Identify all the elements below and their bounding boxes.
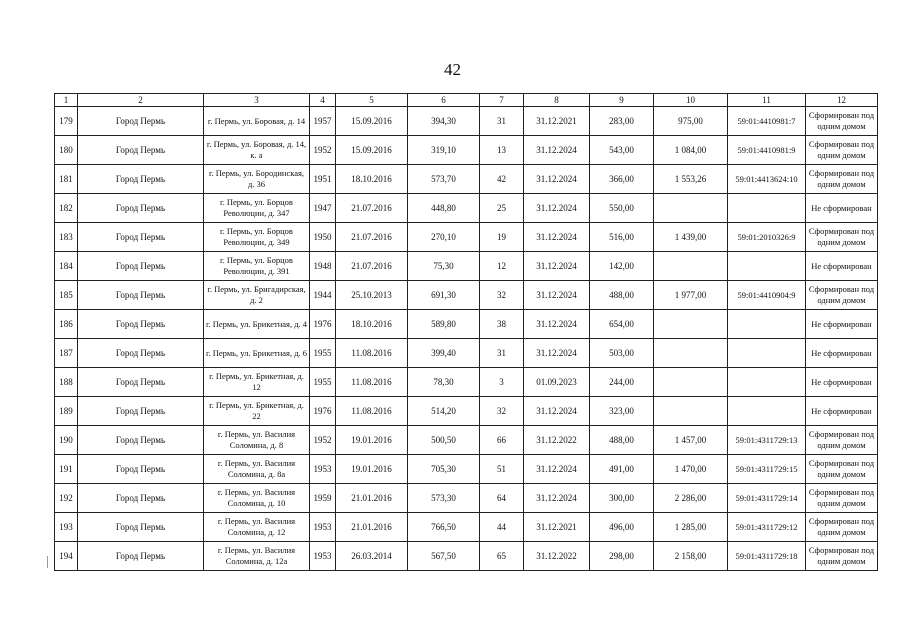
address-cell: г. Пермь, ул. Брикетная, д. 22 (204, 397, 310, 426)
row-number-cell: 194 (55, 542, 78, 571)
date-cell: 11.08.2016 (336, 397, 408, 426)
residents-cell: 64 (480, 484, 524, 513)
land-status-cell: Сформирован под одним домом (806, 542, 878, 571)
date-cell: 19.01.2016 (336, 426, 408, 455)
price-cell: 300,00 (590, 484, 654, 513)
area-cell: 448,80 (408, 194, 480, 223)
deadline-cell: 31.12.2024 (524, 455, 590, 484)
price-cell: 654,00 (590, 310, 654, 339)
cadastral-number-cell: 59:01:2010326:9 (728, 223, 806, 252)
address-cell: г. Пермь, ул. Василия Соломина, д. 12а (204, 542, 310, 571)
build-year-cell: 1948 (310, 252, 336, 281)
row-number-cell: 191 (55, 455, 78, 484)
address-cell: г. Пермь, ул. Василия Соломина, д. 8 (204, 426, 310, 455)
cadastral-number-cell: 59:01:4410981:7 (728, 107, 806, 136)
address-cell: г. Пермь, ул. Борцов Революции, д. 347 (204, 194, 310, 223)
residents-cell: 12 (480, 252, 524, 281)
land-status-cell: Не сформирован (806, 310, 878, 339)
land-status-cell: Сформирован под одним домом (806, 136, 878, 165)
build-year-cell: 1955 (310, 368, 336, 397)
municipality-cell: Город Пермь (78, 513, 204, 542)
price-cell: 298,00 (590, 542, 654, 571)
land-status-cell: Не сформирован (806, 194, 878, 223)
row-number-cell: 179 (55, 107, 78, 136)
table-row (55, 397, 878, 426)
deadline-cell: 31.12.2024 (524, 194, 590, 223)
cadastral-number-cell: 59:01:4311729:13 (728, 426, 806, 455)
cadastral-number-cell (728, 310, 806, 339)
address-cell: г. Пермь, ул. Брикетная, д. 12 (204, 368, 310, 397)
price-cell: 550,00 (590, 194, 654, 223)
address-cell: г. Пермь, ул. Борцов Революции, д. 349 (204, 223, 310, 252)
table-row (55, 281, 878, 310)
area-cell: 567,50 (408, 542, 480, 571)
cost-cell (654, 310, 728, 339)
date-cell: 15.09.2016 (336, 107, 408, 136)
price-cell: 496,00 (590, 513, 654, 542)
build-year-cell: 1952 (310, 426, 336, 455)
build-year-cell: 1944 (310, 281, 336, 310)
land-status-cell: Сформирован под одним домом (806, 223, 878, 252)
table-row (55, 165, 878, 194)
municipality-cell: Город Пермь (78, 542, 204, 571)
table-row (55, 194, 878, 223)
table-row (55, 455, 878, 484)
deadline-cell: 01.09.2023 (524, 368, 590, 397)
deadline-cell: 31.12.2024 (524, 252, 590, 281)
date-cell: 21.01.2016 (336, 484, 408, 513)
residents-cell: 38 (480, 310, 524, 339)
header-row (55, 94, 878, 107)
row-number-cell: 186 (55, 310, 78, 339)
cadastral-number-cell: 59:01:4311729:15 (728, 455, 806, 484)
residents-cell: 65 (480, 542, 524, 571)
residents-cell: 31 (480, 107, 524, 136)
table-row (55, 542, 878, 571)
build-year-cell: 1955 (310, 339, 336, 368)
build-year-cell: 1951 (310, 165, 336, 194)
date-cell: 21.07.2016 (336, 194, 408, 223)
area-cell: 75,30 (408, 252, 480, 281)
address-cell: г. Пермь, ул. Брикетная, д. 6 (204, 339, 310, 368)
municipality-cell: Город Пермь (78, 223, 204, 252)
area-cell: 766,50 (408, 513, 480, 542)
residents-cell: 32 (480, 281, 524, 310)
deadline-cell: 31.12.2024 (524, 165, 590, 194)
table-row (55, 310, 878, 339)
table-body (55, 107, 878, 571)
address-cell: г. Пермь, ул. Бригадирская, д. 2 (204, 281, 310, 310)
municipality-cell: Город Пермь (78, 339, 204, 368)
date-cell: 21.07.2016 (336, 223, 408, 252)
row-number-cell: 187 (55, 339, 78, 368)
build-year-cell: 1957 (310, 107, 336, 136)
price-cell: 283,00 (590, 107, 654, 136)
area-cell: 270,10 (408, 223, 480, 252)
row-number-cell: 180 (55, 136, 78, 165)
cost-cell (654, 252, 728, 281)
cost-cell: 975,00 (654, 107, 728, 136)
land-status-cell: Сформирован под одним домом (806, 513, 878, 542)
area-cell: 573,70 (408, 165, 480, 194)
row-number-cell: 189 (55, 397, 78, 426)
address-cell: г. Пермь, ул. Бородинская, д. 36 (204, 165, 310, 194)
land-status-cell: Не сформирован (806, 252, 878, 281)
residents-cell: 66 (480, 426, 524, 455)
build-year-cell: 1950 (310, 223, 336, 252)
table-row (55, 252, 878, 281)
build-year-cell: 1953 (310, 542, 336, 571)
date-cell: 26.03.2014 (336, 542, 408, 571)
build-year-cell: 1959 (310, 484, 336, 513)
table-row (55, 339, 878, 368)
land-status-cell: Сформирован под одним домом (806, 281, 878, 310)
address-cell: г. Пермь, ул. Борцов Революции, д. 391 (204, 252, 310, 281)
cadastral-number-cell: 59:01:4410904:9 (728, 281, 806, 310)
price-cell: 142,00 (590, 252, 654, 281)
build-year-cell: 1953 (310, 513, 336, 542)
cadastral-number-cell (728, 252, 806, 281)
municipality-cell: Город Пермь (78, 107, 204, 136)
column-header-3: 3 (204, 94, 310, 107)
cadastral-number-cell (728, 368, 806, 397)
column-header-9: 9 (590, 94, 654, 107)
area-cell: 500,50 (408, 426, 480, 455)
column-header-4: 4 (310, 94, 336, 107)
land-status-cell: Сформирован под одним домом (806, 455, 878, 484)
municipality-cell: Город Пермь (78, 426, 204, 455)
date-cell: 25.10.2013 (336, 281, 408, 310)
cost-cell (654, 397, 728, 426)
municipality-cell: Город Пермь (78, 281, 204, 310)
build-year-cell: 1947 (310, 194, 336, 223)
column-header-5: 5 (336, 94, 408, 107)
address-cell: г. Пермь, ул. Василия Соломина, д. 12 (204, 513, 310, 542)
cost-cell: 1 285,00 (654, 513, 728, 542)
date-cell: 21.01.2016 (336, 513, 408, 542)
area-cell: 514,20 (408, 397, 480, 426)
price-cell: 503,00 (590, 339, 654, 368)
cost-cell: 2 158,00 (654, 542, 728, 571)
area-cell: 589,80 (408, 310, 480, 339)
address-cell: г. Пермь, ул. Василия Соломина, д. 8а (204, 455, 310, 484)
residents-cell: 19 (480, 223, 524, 252)
deadline-cell: 31.12.2021 (524, 513, 590, 542)
cost-cell: 2 286,00 (654, 484, 728, 513)
municipality-cell: Город Пермь (78, 397, 204, 426)
cadastral-number-cell (728, 339, 806, 368)
price-cell: 516,00 (590, 223, 654, 252)
municipality-cell: Город Пермь (78, 455, 204, 484)
cost-cell (654, 368, 728, 397)
row-number-cell: 188 (55, 368, 78, 397)
municipality-cell: Город Пермь (78, 136, 204, 165)
date-cell: 15.09.2016 (336, 136, 408, 165)
area-cell: 394,30 (408, 107, 480, 136)
table-row (55, 484, 878, 513)
area-cell: 399,40 (408, 339, 480, 368)
residents-cell: 13 (480, 136, 524, 165)
municipality-cell: Город Пермь (78, 310, 204, 339)
cost-cell (654, 339, 728, 368)
row-number-cell: 182 (55, 194, 78, 223)
residents-cell: 25 (480, 194, 524, 223)
row-number-cell: 185 (55, 281, 78, 310)
deadline-cell: 31.12.2024 (524, 281, 590, 310)
cadastral-number-cell (728, 194, 806, 223)
land-status-cell: Не сформирован (806, 339, 878, 368)
cadastral-number-cell: 59:01:4311729:18 (728, 542, 806, 571)
cadastral-number-cell: 59:01:4410981:9 (728, 136, 806, 165)
cost-cell: 1 470,00 (654, 455, 728, 484)
column-header-6: 6 (408, 94, 480, 107)
land-status-cell: Сформирован под одним домом (806, 107, 878, 136)
municipality-cell: Город Пермь (78, 165, 204, 194)
table-row (55, 426, 878, 455)
address-cell: г. Пермь, ул. Боровая, д. 14, к. а (204, 136, 310, 165)
municipality-cell: Город Пермь (78, 194, 204, 223)
deadline-cell: 31.12.2021 (524, 107, 590, 136)
land-status-cell: Не сформирован (806, 397, 878, 426)
residents-cell: 32 (480, 397, 524, 426)
row-number-cell: 193 (55, 513, 78, 542)
table-row (55, 513, 878, 542)
address-cell: г. Пермь, ул. Брикетная, д. 4 (204, 310, 310, 339)
deadline-cell: 31.12.2024 (524, 310, 590, 339)
build-year-cell: 1976 (310, 397, 336, 426)
table-row (55, 368, 878, 397)
column-header-1: 1 (55, 94, 78, 107)
deadline-cell: 31.12.2022 (524, 426, 590, 455)
land-status-cell: Сформирован под одним домом (806, 426, 878, 455)
row-number-cell: 192 (55, 484, 78, 513)
cost-cell: 1 439,00 (654, 223, 728, 252)
price-cell: 491,00 (590, 455, 654, 484)
price-cell: 323,00 (590, 397, 654, 426)
price-cell: 366,00 (590, 165, 654, 194)
cadastral-number-cell (728, 397, 806, 426)
date-cell: 18.10.2016 (336, 310, 408, 339)
date-cell: 18.10.2016 (336, 165, 408, 194)
column-header-10: 10 (654, 94, 728, 107)
land-status-cell: Сформирован под одним домом (806, 484, 878, 513)
table-row (55, 136, 878, 165)
cadastral-number-cell: 59:01:4311729:14 (728, 484, 806, 513)
area-cell: 691,30 (408, 281, 480, 310)
deadline-cell: 31.12.2024 (524, 223, 590, 252)
municipality-cell: Город Пермь (78, 484, 204, 513)
municipality-cell: Город Пермь (78, 252, 204, 281)
row-number-cell: 181 (55, 165, 78, 194)
page-number: 42 (444, 60, 461, 79)
residents-cell: 31 (480, 339, 524, 368)
price-cell: 543,00 (590, 136, 654, 165)
cost-cell: 1 457,00 (654, 426, 728, 455)
cost-cell: 1 084,00 (654, 136, 728, 165)
build-year-cell: 1953 (310, 455, 336, 484)
deadline-cell: 31.12.2024 (524, 397, 590, 426)
price-cell: 488,00 (590, 281, 654, 310)
cost-cell (654, 194, 728, 223)
build-year-cell: 1952 (310, 136, 336, 165)
address-cell: г. Пермь, ул. Василия Соломина, д. 10 (204, 484, 310, 513)
area-cell: 319,10 (408, 136, 480, 165)
table-row (55, 223, 878, 252)
column-header-11: 11 (728, 94, 806, 107)
column-header-7: 7 (480, 94, 524, 107)
cadastral-number-cell: 59:01:4413624:10 (728, 165, 806, 194)
land-status-cell: Не сформирован (806, 368, 878, 397)
date-cell: 11.08.2016 (336, 339, 408, 368)
area-cell: 573,30 (408, 484, 480, 513)
row-number-cell: 190 (55, 426, 78, 455)
column-header-12: 12 (806, 94, 878, 107)
cost-cell: 1 553,26 (654, 165, 728, 194)
table-row (55, 107, 878, 136)
deadline-cell: 31.12.2024 (524, 136, 590, 165)
build-year-cell: 1976 (310, 310, 336, 339)
land-status-cell: Сформирован под одним домом (806, 165, 878, 194)
price-cell: 244,00 (590, 368, 654, 397)
column-header-8: 8 (524, 94, 590, 107)
deadline-cell: 31.12.2022 (524, 542, 590, 571)
area-cell: 705,30 (408, 455, 480, 484)
address-cell: г. Пермь, ул. Боровая, д. 14 (204, 107, 310, 136)
date-cell: 19.01.2016 (336, 455, 408, 484)
row-number-cell: 183 (55, 223, 78, 252)
residents-cell: 42 (480, 165, 524, 194)
municipality-cell: Город Пермь (78, 368, 204, 397)
cost-cell: 1 977,00 (654, 281, 728, 310)
residents-cell: 3 (480, 368, 524, 397)
date-cell: 11.08.2016 (336, 368, 408, 397)
date-cell: 21.07.2016 (336, 252, 408, 281)
housing-registry-table (54, 93, 878, 571)
table-header (55, 94, 878, 107)
row-number-cell: 184 (55, 252, 78, 281)
residents-cell: 51 (480, 455, 524, 484)
residents-cell: 44 (480, 513, 524, 542)
deadline-cell: 31.12.2024 (524, 339, 590, 368)
area-cell: 78,30 (408, 368, 480, 397)
price-cell: 488,00 (590, 426, 654, 455)
cadastral-number-cell: 59:01:4311729:12 (728, 513, 806, 542)
scan-mark (47, 556, 48, 568)
deadline-cell: 31.12.2024 (524, 484, 590, 513)
column-header-2: 2 (78, 94, 204, 107)
